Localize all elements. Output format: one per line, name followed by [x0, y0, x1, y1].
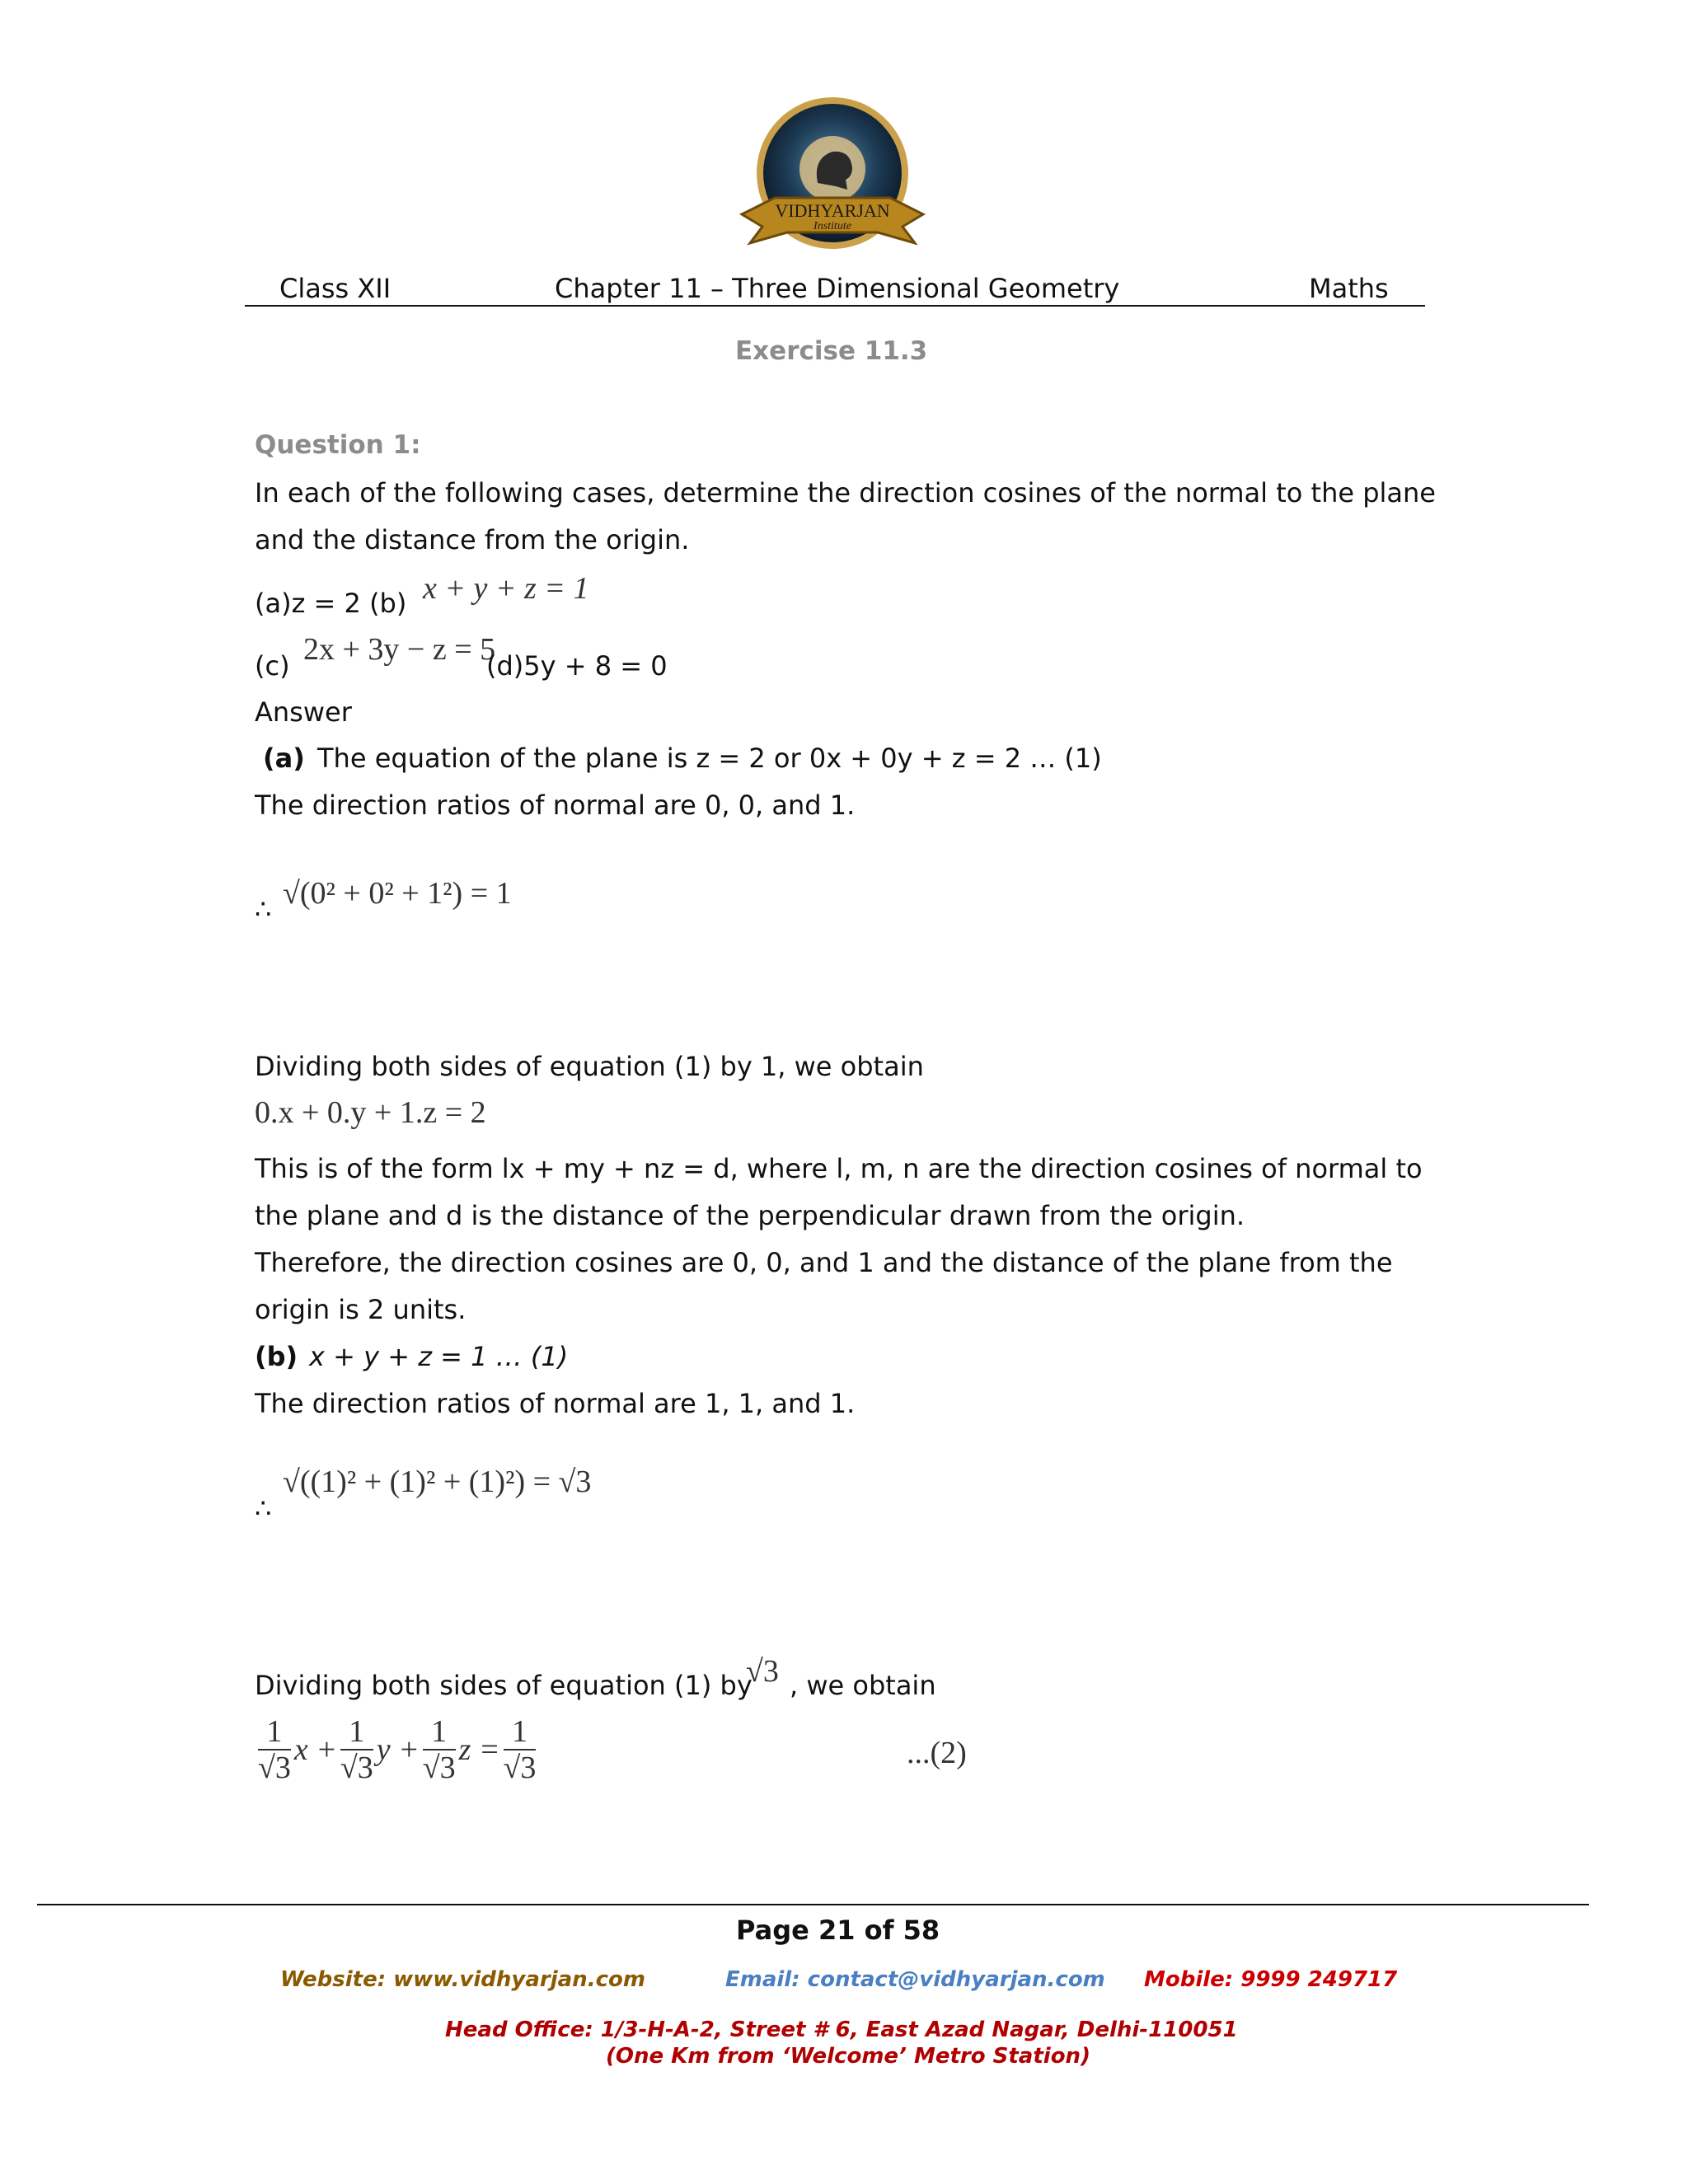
- question-part-c-equation: 2x + 3y − z = 5: [303, 632, 496, 667]
- header-class: Class XII: [279, 273, 392, 304]
- equation-tag-2: ...(2): [907, 1736, 967, 1770]
- answer-b-label: (b): [255, 1341, 298, 1372]
- page-number: Page 21 of 58: [736, 1915, 940, 1946]
- term-z: z =: [458, 1732, 500, 1767]
- answer-b-ratios: The direction ratios of normal are 1, 1, and 1.: [255, 1388, 856, 1419]
- logo-brand: VIDHYARJAN: [775, 200, 890, 221]
- question-label: Question 1:: [255, 430, 421, 460]
- answer-b-divide-root: √3: [746, 1654, 779, 1689]
- answer-b-divide-pre: Dividing both sides of equation (1) by: [255, 1670, 753, 1701]
- institute-logo: [725, 91, 940, 272]
- answer-a-ratios: The direction ratios of normal are 0, 0, and 1.: [255, 790, 856, 821]
- answer-a-line: The equation of the plane is z = 2 or 0x + 0y + z = 2 … (1): [317, 743, 1102, 774]
- fraction-rhs: $\frac{1}{√3}$: [503, 1714, 537, 1785]
- footer-office-line-1: Head Office: 1/3-H-A-2, Street # 6, East Azad Nagar, Delhi-110051: [445, 2018, 1238, 2042]
- term-y: y +: [376, 1732, 420, 1767]
- header-rule: [245, 305, 1425, 307]
- answer-form-line-2: the plane and d is the distance of the perpendicular drawn from the origin.: [255, 1200, 1245, 1231]
- answer-b-divide-post: , we obtain: [790, 1670, 936, 1701]
- answer-form-line-1: This is of the form lx + my + nz = d, where l, m, n are the direction cosines of normal to: [255, 1153, 1423, 1184]
- footer-website[interactable]: Website: www.vidhyarjan.com: [280, 1967, 645, 1992]
- answer-a-divide: Dividing both sides of equation (1) by 1, we obtain: [255, 1051, 924, 1082]
- answer-b-result-equation: [255, 1714, 539, 1785]
- footer-rule: [37, 1904, 1589, 1905]
- question-part-d: (d)5y + 8 = 0: [486, 650, 668, 682]
- answer-b-magnitude-equation: √((1)² + (1)² + (1)²) = √3: [283, 1465, 592, 1499]
- answer-a-result-equation: 0.x + 0.y + 1.z = 2: [255, 1095, 486, 1130]
- fraction-x-coefficient: $\frac{1}{√3}$: [258, 1714, 291, 1785]
- fraction-y-coefficient: $\frac{1}{√3}$: [340, 1714, 373, 1785]
- question-text-line-1: In each of the following cases, determine the direction cosines of the normal to the plane: [255, 477, 1436, 509]
- answer-conclusion-line-1: Therefore, the direction cosines are 0, 0, and 1 and the distance of the plane from the: [255, 1247, 1393, 1278]
- header-subject: Maths: [1309, 273, 1389, 304]
- question-text-line-2: and the distance from the origin.: [255, 524, 690, 555]
- term-x: x +: [293, 1732, 337, 1767]
- exercise-title: Exercise 11.3: [735, 336, 928, 366]
- logo-sub: Institute: [814, 220, 851, 232]
- question-part-c: (c): [255, 650, 290, 682]
- footer-email[interactable]: Email: contact@vidhyarjan.com: [725, 1967, 1105, 1992]
- answer-a-label: (a): [263, 743, 305, 774]
- answer-conclusion-line-2: origin is 2 units.: [255, 1294, 467, 1325]
- question-part-b-equation: x + y + z = 1: [423, 571, 589, 606]
- header-chapter: Chapter 11 – Three Dimensional Geometry: [555, 273, 1120, 304]
- footer-mobile: Mobile: 9999 249717: [1144, 1967, 1398, 1992]
- therefore-symbol-a: ∴: [255, 893, 272, 925]
- fraction-z-coefficient: $\frac{1}{√3}$: [422, 1714, 456, 1785]
- footer-office-line-2: (One Km from ‘Welcome’ Metro Station): [606, 2044, 1090, 2069]
- answer-label: Answer: [255, 696, 352, 728]
- question-part-a: (a)z = 2 (b): [255, 588, 407, 619]
- therefore-symbol-b: ∴: [255, 1493, 272, 1524]
- answer-a-magnitude-equation: √(0² + 0² + 1²) = 1: [283, 876, 512, 911]
- answer-b-line: x + y + z = 1 … (1): [309, 1341, 569, 1372]
